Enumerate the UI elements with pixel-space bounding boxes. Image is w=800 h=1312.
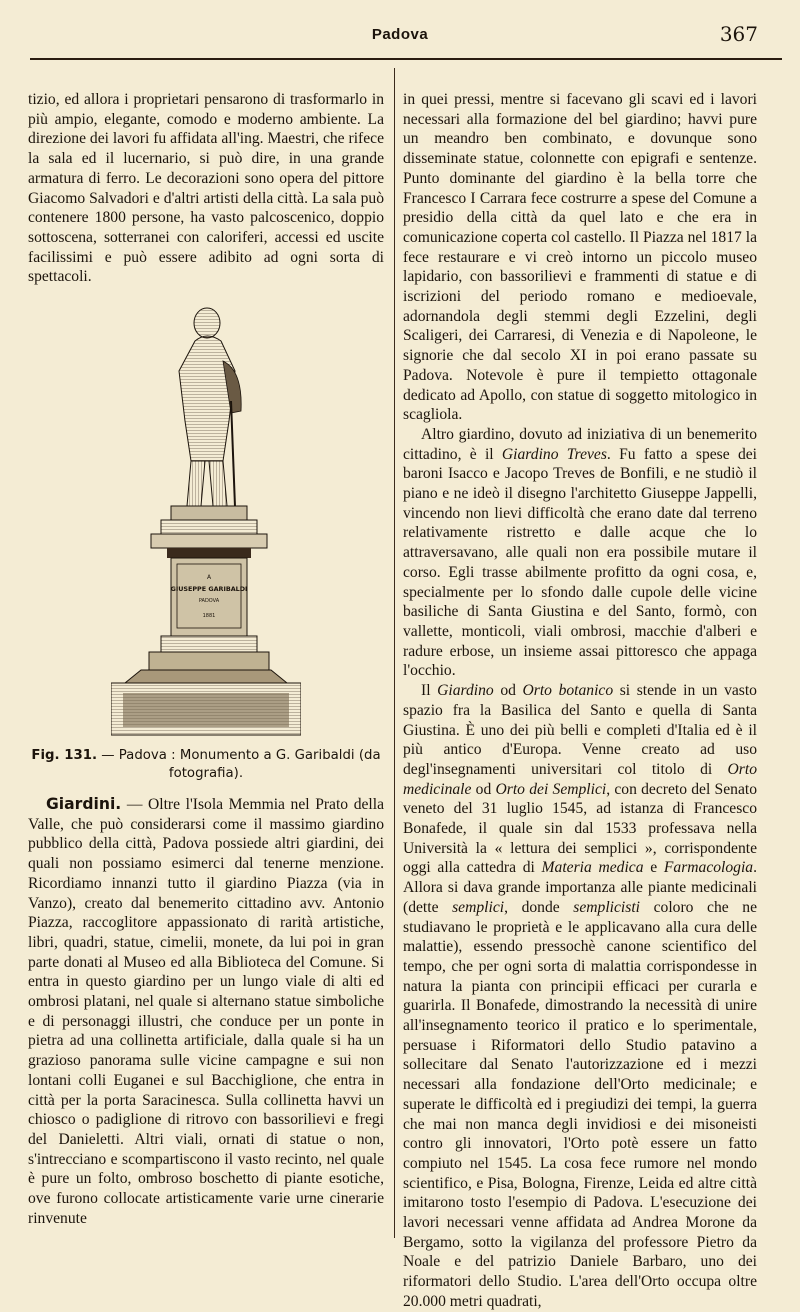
orto-em-5: Materia medica <box>541 859 644 877</box>
orto-text-b: od <box>493 682 523 700</box>
paragraph-giardini <box>28 795 384 1228</box>
left-column <box>28 90 384 1229</box>
orto-em-8: semplicisti <box>573 898 640 916</box>
orto-text-h: , donde <box>504 898 574 916</box>
pedestal <box>111 506 301 735</box>
monument-engraving <box>111 301 301 741</box>
giardini-text: — Oltre l'Isola Memmia nel Prato della Valle, che può considerarsi come il massimo giardino pubblico della città, Padova possiede altri giardini, dei quali non possiamo esimerci dal tenerne menzione. Ricordiamo innanzi tutto il giardino Piazza (via in Vanzo), creato dal benemerito cittadino avv. Antonio Piazza, raccoglitore appassionato di rarità artistiche, libri, quadri, statue, cimelii, monete, da lui poi in gran parte donati al Museo ed alla Biblioteca del Comune. Si entra in questo giardino per un lungo viale di alti ed ombrosi platani, nel quale si alternano statue simboliche e di personaggi illustri, che conduce per un ponte in pietra ad una collinetta artificiale, dalla quale si ha un grazioso panorama sulle vicine campagne e sui non lontani colli Euganei e sul Bacchiglione, che entra in città per la porta Saracinesca. Sulla collinetta havvi un chiosco o padiglione di ritrovo con bassorilievi e fregi del Danieletti. Altri viali, ornati di statue o non, s'intrecciano e scompartiscono il vasto recinto, nel quale è pure un folto, ombroso boschetto di piante esotiche, ove furono collocate artisticamente varie urne cinerarie rinvenute <box>28 796 384 1227</box>
paragraph-piazza-continued: in quei pressi, mentre si facevano gli scavi ed i lavori necessari alla formazione del bel giardino; havvi pure un meandro ben combinato, e dovunque sono disseminate statue, colonnette con epigrafi e sentenze. Punto dominante del giardino è la bella torre che Francesco I Carrara fece costrurre a spese del Comune a presidio della città da quel lato e che era in comunicazione coperta col castello. Il Piazza nel 1817 la fece restaurare e vi creò intorno un piccolo museo lapidario, con bassorilievi e frammenti di statue e di iscrizioni del periodo romano e medioevale, adornandola degli stemmi degli Ezzelini, degli Scaligeri, dei Carraresi, di Venezia e di Napoleone, le signorie che dal secolo XI in poi erano passate su Padova. Notevole è pure il tempietto ottagonale dedicato ad Apollo, con statue di soggetto mitologico in scagliola. <box>403 91 757 424</box>
page-header <box>0 0 800 62</box>
orto-text-g: . Allora si dava grande importanza alle piante medicinali (dette <box>403 859 758 916</box>
plaque-line-4: 1881 <box>202 613 216 620</box>
caption-text: — Padova : Monumento a G. Garibaldi (da fotografia). <box>97 748 381 782</box>
treves-text-b: . Fu fatto a spese dei baroni Isacco e Jacopo Treves de Bonfili, e ne studiò il piano e ne ideò il disegno l'architetto Giuseppe Jappelli, vincendo non lievi difficoltà che erano date dal terreno relativamente ristretto e dalle acque che lo attraversavano, alle quali non era possibile mutare il corso. Egli trasse abilmente profitto da ogni cosa, e, specialmente per lo sfondo dalle cupole delle vicine basiliche di Santa Giustina e del Santo, formò, con vallette, monticoli, viali ombrosi, macchie d'alberi e radure erbose, un insieme assai pittoresco che appaga l'occhio. <box>403 445 757 680</box>
right-column <box>403 90 757 1312</box>
garibaldi-monument-figure <box>111 301 301 741</box>
paragraph-orto-botanico <box>403 681 757 1312</box>
statue <box>179 308 241 507</box>
header-rule <box>30 58 782 60</box>
giardini-heading: Giardini. <box>46 795 122 814</box>
treves-text-a: Altro giardino, dovuto ad iniziativa di un benemerito cittadino, è il <box>403 425 757 463</box>
running-title: Padova <box>371 26 429 43</box>
paragraph-teatro: tizio, ed allora i proprietari pensarono di trasformarlo in più ampio, elegante, comodo e moderno ambiente. La direzione dei lavori fu affidata all'ing. Maestri, che rifece la sala ed il lucernario, si può dire, in una grande armatura di ferro. Le decorazioni sono opera del pittore Giacomo Salvadori e d'altri artisti della città. La sala può contenere 1800 persone, ha vasto palcoscenico, doppio sottoscena, sotterranei con caloriferi, accessi ed uscite facilissimi e può essere adibito ad ogni sorta di spettacoli. <box>28 91 384 286</box>
treves-title: Giardino Treves <box>501 445 607 463</box>
orto-text-i: coloro che ne studiavano le proprietà e le applicavano alla cura delle malattie), essendo pressochè canone scientifico del tempo, che per ogni sorta di malattia corrispondesse in natura la pianta con principii efficaci per curarla e guarirla. Il Bonafede, dimostrando la necessità di unire all'insegnamento teorico il pratico e lo sperimentale, persuase i Riformatori dello Studio patavino a sollecitare dal Senato l'autorizzazione ed i mezzi necessari alla fondazione dell'Orto medicinale; e superate le difficoltà ed i pregiudizi dei tempi, la guerra che mai non manca degli invidiosi e dei misoneisti contro gli innovatori, l'Orto potè essere un fatto compiuto nel 1545. La cosa fece rumore nel mondo scientifico, e Pisa, Bologna, Firenze, Leida ed altre città imitarono tosto l'esempio di Padova. L'esecuzione dei lavori necessari venne affidata ad Andrea Morone da Bergamo, sotto la vigilanza del professore Pietro da Noale e del patrizio Daniele Barbaro, uno dei riformatori dello Studio. L'area dell'Orto occupa oltre 20.000 metri quadrati, <box>403 898 757 1310</box>
paragraph-treves <box>403 425 757 681</box>
plaque-line-2: GIUSEPPE GARIBALDI <box>170 585 248 594</box>
orto-em-1: Giardino <box>437 682 494 700</box>
orto-text-d: od <box>471 780 496 798</box>
orto-em-3: Orto medicinale <box>403 760 757 798</box>
orto-em-7: semplici <box>452 898 505 916</box>
orto-em-6: Farmacologia <box>663 859 754 877</box>
orto-em-4: Orto dei Semplici <box>495 780 607 798</box>
page-number: 367 <box>719 22 758 46</box>
plaque-line-1: A <box>206 574 212 582</box>
figure-caption <box>28 747 384 783</box>
orto-text-c: si stende in un vasto spazio fra la Basilica del Santo e quella di Santa Giustina. È uno dei più belli e completi d'Italia ed è il più antico d'Europa. Venne creato ad uso degl'insegnamenti universitari col titolo di <box>403 682 757 778</box>
column-divider <box>394 68 395 1238</box>
orto-text-e: , con decreto del Senato veneto del 31 luglio 1545, ad istanza di Francesco Bonafede, il quale sin dal 1533 professava nella Università la « lettura dei semplici », corrispondente oggi alla cattedra di <box>403 780 757 877</box>
orto-text-a: Il <box>421 682 438 700</box>
orto-text-f: e <box>643 859 664 877</box>
orto-em-2: Orto botanico <box>522 682 614 700</box>
caption-label: Fig. 131. <box>31 748 98 764</box>
plaque-line-3: PADOVA <box>198 598 220 605</box>
